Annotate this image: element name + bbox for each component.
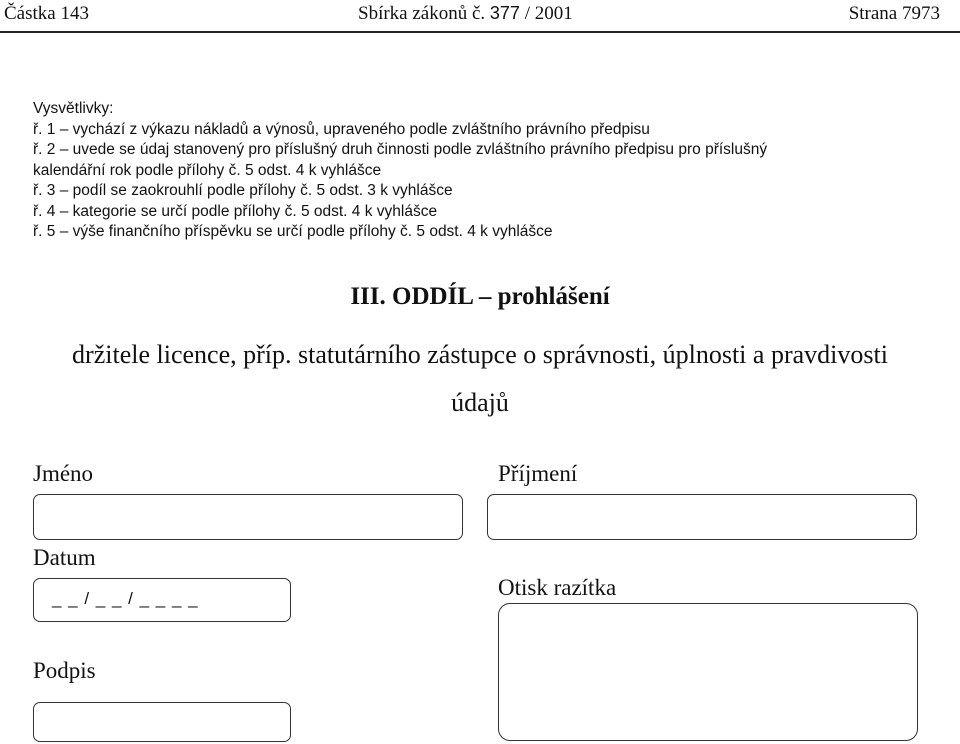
header-collection-prefix: Sbírka zákonů č.	[358, 3, 490, 24]
notes-block	[33, 99, 767, 243]
notes-line: ř. 1 – vychází z výkazu nákladů a výnosů, upraveného podle zvláštního právního předpisu	[33, 120, 650, 138]
header-divider	[0, 31, 960, 33]
section-subtitle-line2: údajů	[451, 388, 509, 417]
notes-line: ř. 3 – podíl se zaokrouhlí podle přílohy č. 5 odst. 3 k vyhlášce	[33, 182, 453, 199]
date-label: Datum	[33, 545, 96, 570]
header-part-label: Částka 143	[4, 3, 89, 24]
first-name-label: Jméno	[33, 461, 94, 486]
signature-label: Podpis	[33, 658, 96, 683]
last-name-label: Příjmení	[498, 461, 578, 486]
date-field[interactable]	[33, 578, 291, 622]
notes-line: ř. 5 – výše finančního příspěvku se určí podle přílohy č. 5 odst. 4 k vyhlášce	[33, 223, 553, 240]
header-collection-title	[358, 3, 573, 25]
notes-title: Vysvětlivky:	[33, 100, 114, 117]
last-name-field[interactable]	[487, 494, 917, 540]
header-collection-number: 377	[489, 3, 520, 23]
signature-field[interactable]	[33, 702, 291, 742]
notes-line: ř. 2 – uvede se údaj stanovený pro příslušný druh činnosti podle zvláštního právního předpisu pro příslušný	[33, 141, 768, 158]
notes-line: ř. 4 – kategorie se určí podle přílohy č. 5 odst. 4 k vyhlášce	[33, 202, 438, 220]
header-collection-year: / 2001	[519, 3, 573, 24]
header-page-number: Strana 7973	[848, 3, 940, 24]
section-title: III. ODDÍL – prohlášení	[350, 283, 610, 310]
stamp-label: Otisk razítka	[498, 575, 617, 600]
notes-line: kalendářní rok podle přílohy č. 5 odst. 4 k vyhlášce	[33, 161, 382, 179]
stamp-area[interactable]	[498, 603, 918, 741]
date-placeholder: _ _ / _ _ / _ _ _ _	[52, 589, 199, 608]
first-name-field[interactable]	[33, 494, 463, 540]
section-subtitle-line1: držitele licence, příp. statutárního zástupce o správnosti, úplnosti a pravdivosti	[72, 340, 888, 369]
